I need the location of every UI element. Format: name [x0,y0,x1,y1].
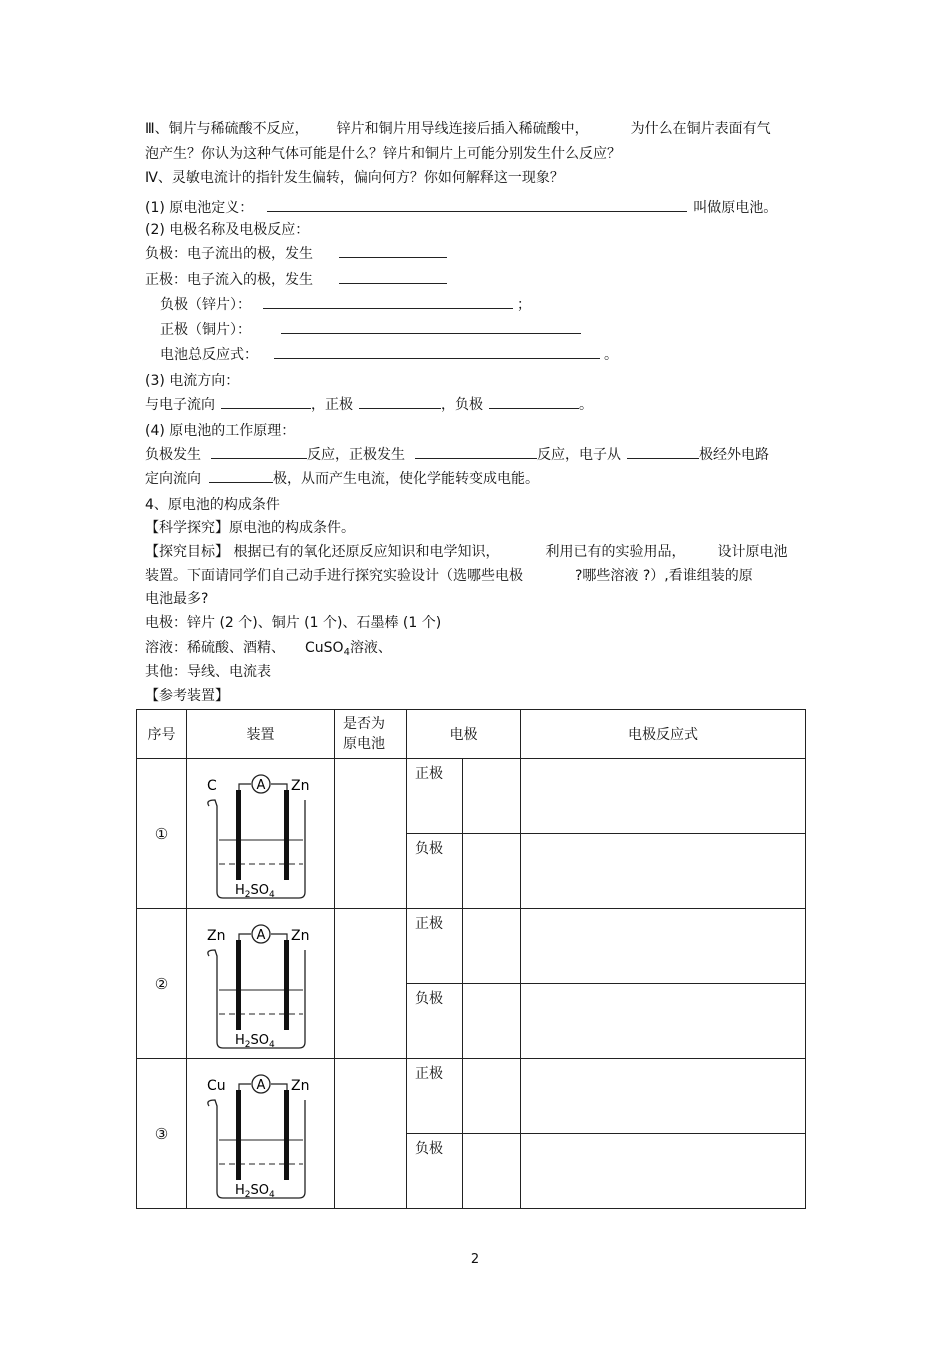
principle-b: 反应，正极发生 [307,447,405,463]
question-4: Ⅳ、灵敏电流计的指针发生偏转，偏向何方？你如何解释这一现象？ [145,170,564,186]
negative-line-text: 负极：电子流出的极，发生 [145,246,313,262]
device-cell [187,759,335,909]
ammeter-label: A [256,927,266,943]
current-a: 与电子流向 [145,397,215,413]
header-electrode: 电极 [407,710,521,759]
solutions-a: 溶液：稀硫酸、酒精、 [145,640,285,656]
principle-a: 负极发生 [145,447,201,463]
negative-electrode-label: 负极 [407,1134,463,1209]
right-electrode-label: Zn [291,1077,310,1094]
solution-subscript-2: 4 [269,889,275,900]
table-row [137,759,806,834]
goal-line-3: 电池最多? [145,591,209,607]
materials-others: 其他：导线、电流表 [145,664,271,680]
positive-copper-line [160,319,581,340]
principle-d: 极经外电路 [699,447,769,463]
electrode-title: (2) 电极名称及电极反应： [145,222,310,238]
positive-blank[interactable] [339,269,447,284]
header-is-cell [335,710,407,759]
current-title: (3) 电流方向： [145,373,240,389]
negative-blank[interactable] [339,243,447,258]
beaker-diagram [187,910,335,1058]
goal-a: 【探究目标】 根据已有的氧化还原反应知识和电学知识， [145,544,500,560]
solution-so: SO [250,1182,269,1198]
q3-text-c: 为什么在铜片表面有气 [630,121,771,137]
science-inquiry: 【科学探究】原电池的构成条件。 [145,520,355,536]
positive-electrode-label: 正极 [407,759,463,834]
definition-label: (1) 原电池定义： [145,200,254,216]
right-electrode [284,790,289,880]
positive-reaction-answer[interactable] [521,1059,806,1134]
left-electrode-label: Cu [207,1077,226,1094]
page-number: 2 [470,1252,480,1267]
solution-subscript-2: 4 [269,1189,275,1200]
negative-reaction-answer[interactable] [521,834,806,909]
left-electrode [236,940,241,1030]
principle-e: 定向流向 [145,471,201,487]
current-c: ，负极 [441,397,483,413]
positive-electrode-label: 正极 [407,909,463,984]
negative-electrode-answer[interactable] [463,834,521,909]
row-number: ① [137,759,187,909]
negative-reaction-answer[interactable] [521,1134,806,1209]
right-electrode [284,1090,289,1180]
device-cell [187,1059,335,1209]
principle-blank-4[interactable] [209,468,273,483]
current-direction-line [145,394,593,415]
section-4-title: 4、原电池的构成条件 [145,497,280,513]
positive-electrode-answer[interactable] [463,1059,521,1134]
period: 。 [604,347,618,363]
positive-reaction-answer[interactable] [521,759,806,834]
total-reaction-blank[interactable] [274,344,600,359]
goal-c: 设计原电池 [717,544,788,560]
solution-subscript: 2 [244,1189,251,1200]
positive-copper-blank[interactable] [281,319,581,334]
solution-label [235,1033,275,1050]
negative-electrode-answer[interactable] [463,984,521,1059]
table-row [137,1059,806,1134]
left-electrode-label: C [207,777,217,794]
cuso4-formula: CuSO [305,640,344,656]
right-electrode [284,940,289,1030]
principle-line-1 [145,444,769,465]
beaker-diagram [187,760,335,908]
header-is-cell-b: 原电池 [343,736,385,752]
negative-zinc-label: 负极（锌片）： [160,297,251,313]
solution-subscript: 2 [244,1039,251,1050]
row-number: ② [137,909,187,1059]
goal-b: 利用已有的实验用品， [545,544,686,560]
current-d: 。 [579,397,593,413]
right-electrode-label: Zn [291,927,310,944]
current-blank-1[interactable] [221,394,311,409]
header-is-cell-a: 是否为 [343,716,385,732]
current-blank-3[interactable] [489,394,579,409]
is-cell-answer[interactable] [335,759,407,909]
goal2-b: ?哪些溶液 ?）,看谁组装的原 [575,568,753,584]
is-cell-answer[interactable] [335,909,407,1059]
total-reaction-label: 电池总反应式： [160,347,258,363]
beaker-diagram [187,1060,335,1208]
solution-so: SO [250,882,269,898]
negative-zinc-blank[interactable] [263,294,513,309]
q3-text-b: 锌片和铜片用导线连接后插入稀硫酸中， [336,121,589,137]
cuso4-subscript: 4 [343,647,350,658]
current-blank-2[interactable] [359,394,441,409]
left-electrode-label: Zn [207,927,226,944]
question-3-line-1 [145,119,771,139]
device-cell [187,909,335,1059]
ammeter-label: A [256,1077,266,1093]
left-electrode [236,1090,241,1180]
header-reaction: 电极反应式 [521,710,806,759]
solution-so: SO [250,1032,269,1048]
negative-electrode-label: 负极 [407,834,463,909]
table-row [137,909,806,984]
right-electrode-label: Zn [291,777,310,794]
solution-h: H [235,882,245,898]
positive-electrode-answer[interactable] [463,759,521,834]
positive-reaction-answer[interactable] [521,909,806,984]
q3-text-a: Ⅲ、铜片与稀硫酸不反应， [145,121,309,137]
header-number: 序号 [137,710,187,759]
positive-copper-label: 正极（铜片）： [160,322,251,338]
principle-blank-2[interactable] [415,444,537,459]
negative-electrode-label: 负极 [407,984,463,1059]
negative-zinc-line [160,294,531,315]
principle-blank-1[interactable] [211,444,307,459]
solution-label [235,883,275,900]
materials-electrodes: 电极：锌片 (2 个)、铜片 (1 个)、石墨棒 (1 个) [145,615,442,631]
solutions-c: 溶液、 [349,640,392,656]
device-table [136,709,806,1209]
definition-line [145,197,777,218]
total-reaction-line [160,344,618,365]
header-device: 装置 [187,710,335,759]
ammeter-label: A [256,777,266,793]
negative-line [145,243,447,264]
negative-reaction-answer[interactable] [521,984,806,1059]
semicolon: ； [517,297,531,313]
solution-label [235,1183,275,1200]
solution-h: H [235,1182,245,1198]
left-electrode [236,790,241,880]
solution-subscript: 2 [244,889,251,900]
positive-line-text: 正极：电子流入的极，发生 [145,272,313,288]
principle-title: (4) 原电池的工作原理： [145,423,296,439]
principle-line-2 [145,468,539,489]
question-3-line-2: 泡产生？你认为这种气体可能是什么？锌片和铜片上可能分别发生什么反应？ [145,146,621,162]
principle-blank-3[interactable] [627,444,699,459]
goal-line-1 [145,542,787,562]
principle-f: 极，从而产生电流，使化学能转变成电能。 [273,471,539,487]
reference-device-title: 【参考装置】 [145,688,229,704]
materials-solutions [145,638,392,658]
solution-h: H [235,1032,245,1048]
solution-subscript-2: 4 [269,1039,275,1050]
table-header-row [137,710,806,759]
negative-electrode-answer[interactable] [463,1134,521,1209]
principle-c: 反应，电子从 [537,447,621,463]
goal-line-2 [145,566,753,586]
current-b: ，正极 [311,397,353,413]
is-cell-answer[interactable] [335,1059,407,1209]
positive-line [145,269,447,290]
positive-electrode-label: 正极 [407,1059,463,1134]
definition-tail: 叫做原电池。 [693,200,778,216]
positive-electrode-answer[interactable] [463,909,521,984]
row-number: ③ [137,1059,187,1209]
goal2-a: 装置。下面请同学们自己动手进行探究实验设计（选哪些电极 [145,568,523,584]
definition-blank[interactable] [267,197,687,212]
